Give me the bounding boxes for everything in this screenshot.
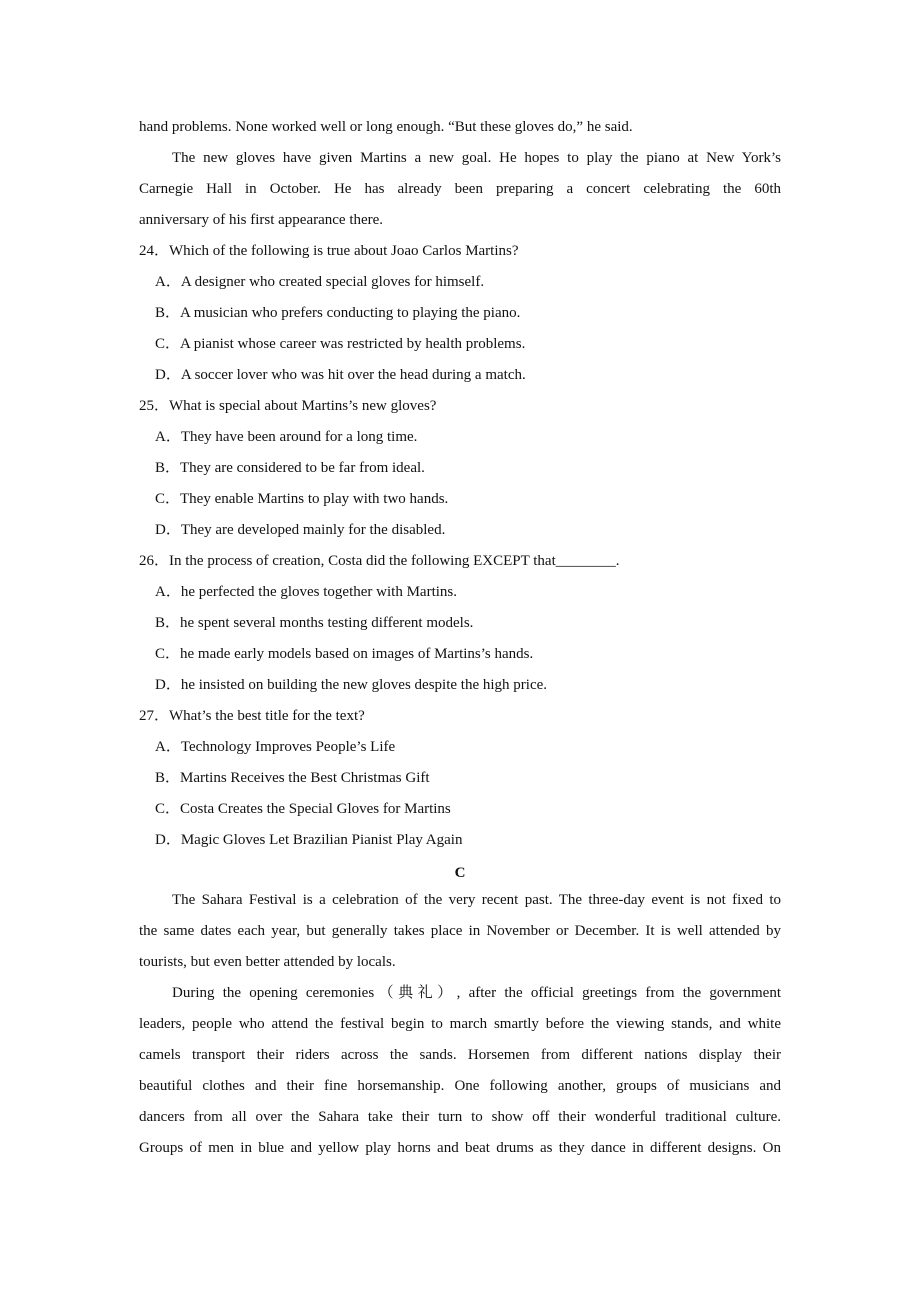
passage-c-line: Groups of men in blue and yellow play horns and beat drums as they dance in different designs. On [139,1140,781,1156]
question-stem: 26．In the process of creation, Costa did the following EXCEPT that________. [139,553,620,569]
answer-option: D．A soccer lover who was hit over the head during a match. [155,367,526,383]
passage-b-line: Carnegie Hall in October. He has already been preparing a concert celebrating the 60th [139,181,781,197]
passage-c-line: beautiful clothes and their fine horsemanship. One following another, groups of musicians and [139,1078,781,1094]
answer-option: B．he spent several months testing different models. [155,615,474,631]
answer-option: C．Costa Creates the Special Gloves for Martins [155,801,451,817]
question-stem: 25．What is special about Martins’s new gloves? [139,398,437,414]
passage-b-line: The new gloves have given Martins a new goal. He hopes to play the piano at New York’s [172,150,781,166]
answer-option: A．Technology Improves People’s Life [155,739,396,755]
passage-b-line: anniversary of his first appearance there. [139,212,384,228]
answer-option: D．Magic Gloves Let Brazilian Pianist Play Again [155,832,463,848]
answer-option: C．he made early models based on images of Martins’s hands. [155,646,534,662]
passage-c-line: During the opening ceremonies（典礼）, after the official greetings from the government [172,985,781,1001]
passage-b-line: hand problems. None worked well or long enough. “But these gloves do,” he said. [139,119,633,135]
passage-c-line: the same dates each year, but generally takes place in November or December. It is well attended by [139,923,781,939]
answer-option: B．A musician who prefers conducting to playing the piano. [155,305,521,321]
answer-option: D．he insisted on building the new gloves despite the high price. [155,677,548,693]
passage-c-line: leaders, people who attend the festival begin to march smartly before the viewing stands, and white [139,1016,781,1032]
answer-option: A．A designer who created special gloves for himself. [155,274,485,290]
answer-option: A．They have been around for a long time. [155,429,418,445]
answer-option: D．They are developed mainly for the disabled. [155,522,446,538]
section-heading: C [454,865,466,881]
answer-option: C．They enable Martins to play with two hands. [155,491,449,507]
passage-c-line: dancers from all over the Sahara take their turn to show off their wonderful traditional culture. [139,1109,781,1125]
answer-option: B．They are considered to be far from ideal. [155,460,425,476]
passage-c-line: tourists, but even better attended by locals. [139,954,396,970]
question-stem: 24．Which of the following is true about Joao Carlos Martins? [139,243,519,259]
answer-option: C．A pianist whose career was restricted by health problems. [155,336,526,352]
passage-c-line: camels transport their riders across the sands. Horsemen from different nations display their [139,1047,781,1063]
passage-c-line: The Sahara Festival is a celebration of the very recent past. The three-day event is not fixed to [172,892,781,908]
question-stem: 27．What’s the best title for the text? [139,708,365,724]
answer-option: B．Martins Receives the Best Christmas Gift [155,770,430,786]
answer-option: A．he perfected the gloves together with Martins. [155,584,457,600]
